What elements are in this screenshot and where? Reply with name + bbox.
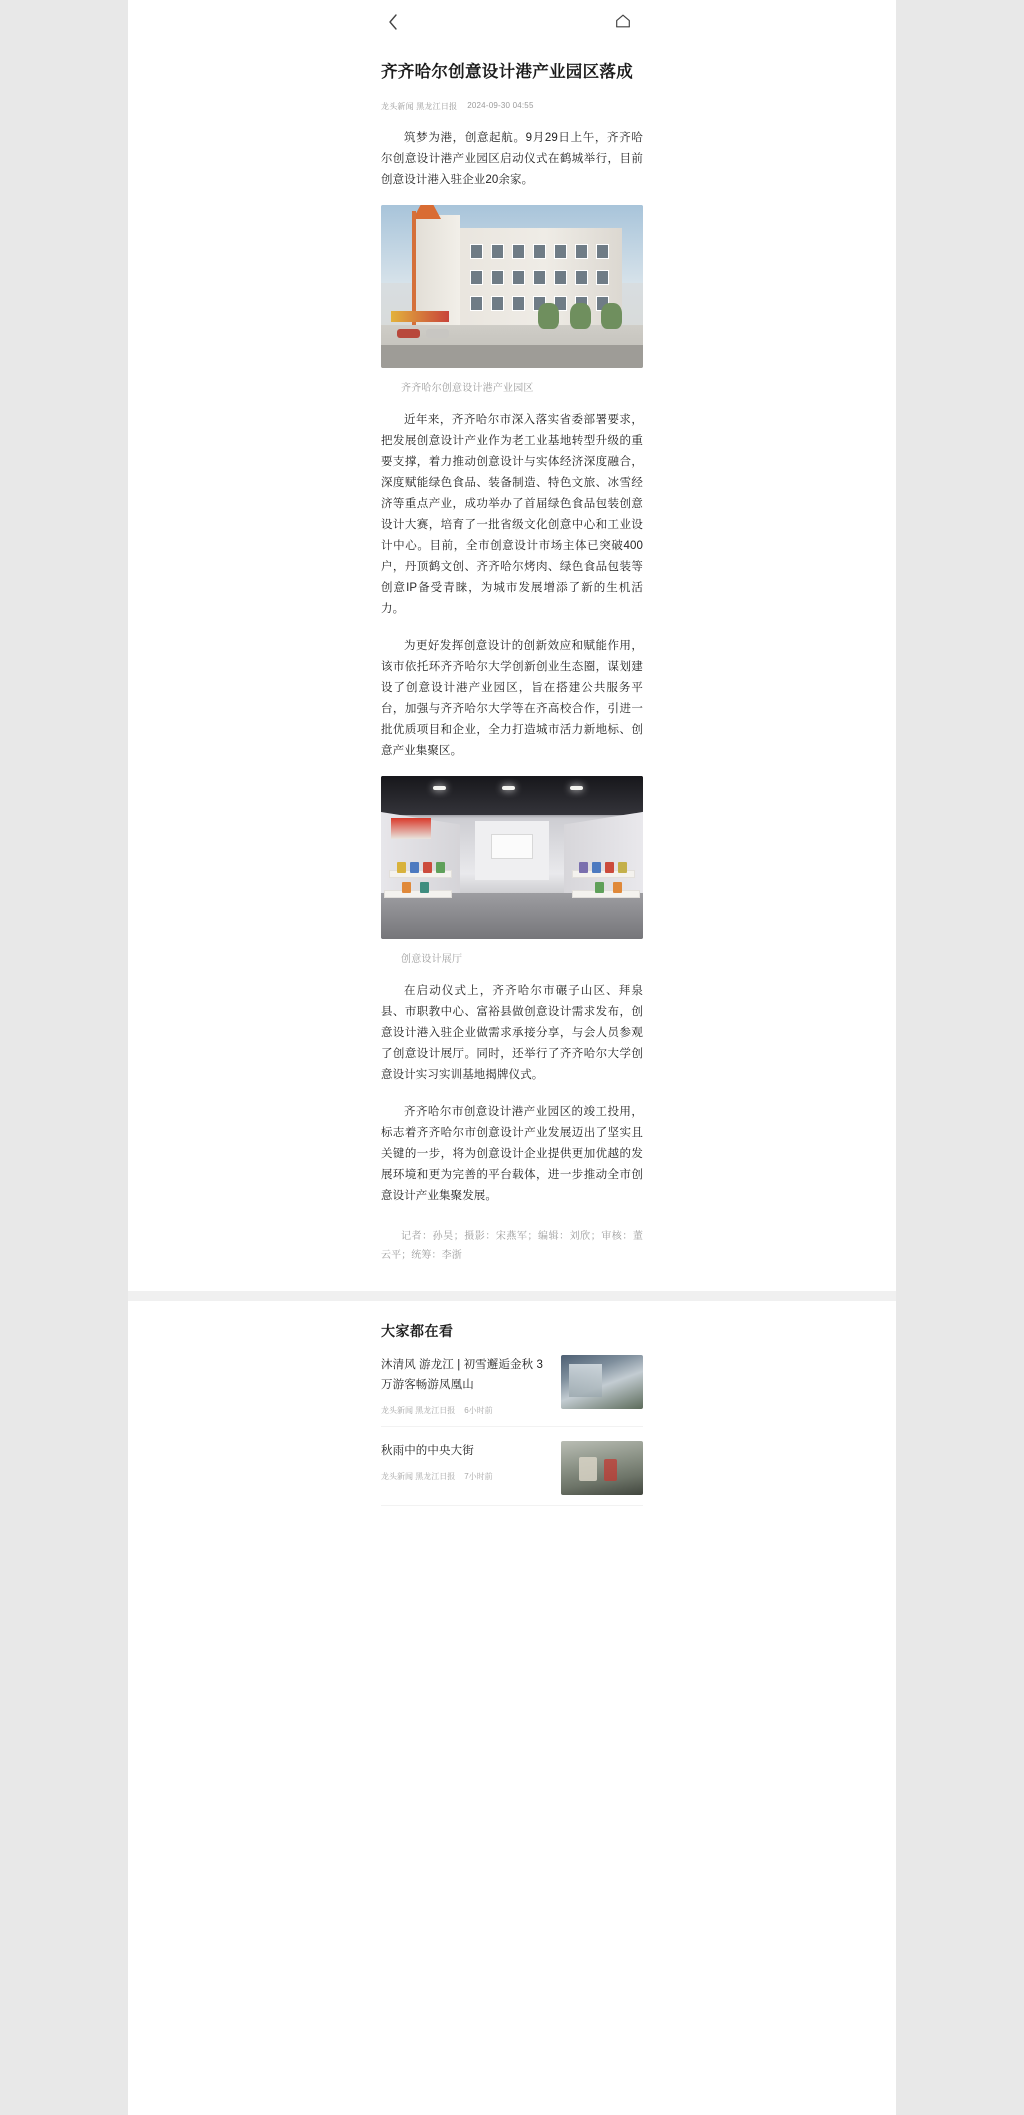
recommendations-section	[128, 1301, 896, 1506]
recommendation-thumbnail[interactable]	[561, 1441, 643, 1495]
article-credits: 记者：孙昊；摄影：宋燕军；编辑：刘欣；审核：董云平；统筹：李浙	[381, 1230, 643, 1261]
article-paragraph: 齐齐哈尔市创意设计港产业园区的竣工投用，标志着齐齐哈尔市创意设计产业发展迈出了坚实且关键的一步，将为创意设计企业提供更加优越的发展环境和更为完善的平台载体，进一步推动全市创意设计产业集聚发展。	[381, 1105, 643, 1202]
article-timestamp: 2024-09-30 04:55	[467, 100, 534, 110]
article-meta	[381, 101, 643, 112]
article-paragraph: 在启动仪式上，齐齐哈尔市碾子山区、拜泉县、市职教中心、富裕县做创意设计需求发布，创意设计港入驻企业做需求承接分享，与会人员参观了创意设计展厅。同时，还举行了齐齐哈尔大学创意设计实习实训基地揭牌仪式。	[381, 984, 643, 1081]
recommendation-meta	[381, 1471, 551, 1482]
page-title: 齐齐哈尔创意设计港产业园区落成	[381, 63, 633, 81]
home-button[interactable]	[608, 8, 638, 38]
recommendation-time: 7小时前	[464, 1471, 493, 1481]
article-paragraph: 筑梦为港，创意起航。9月29日上午，齐齐哈尔创意设计港产业园区启动仪式在鹤城举行，目前创意设计港入驻企业20余家。	[381, 131, 643, 186]
back-button[interactable]	[380, 8, 408, 36]
article-figure-1	[381, 205, 643, 394]
recommendation-source: 龙头新闻 黑龙江日报	[381, 1471, 456, 1481]
article-image-1	[381, 205, 643, 368]
list-item[interactable]	[381, 1427, 643, 1506]
home-icon	[614, 12, 632, 35]
recommendation-meta	[381, 1405, 551, 1416]
chevron-left-icon	[387, 12, 401, 32]
article-image-2	[381, 776, 643, 939]
article-paragraph: 近年来，齐齐哈尔市深入落实省委部署要求，把发展创意设计产业作为老工业基地转型升级的重要支撑，着力推动创意设计与实体经济深度融合，深度赋能绿色食品、装备制造、特色文旅、冰雪经济等重点产业，成功举办了首届绿色食品包装创意设计大赛，培育了一批省级文化创意中心和工业设计中心。目前，全市创意设计市场主体已突破400户，丹顶鹤文创、齐齐哈尔烤肉、绿色食品包装等创意IP备受青睐，为城市发展增添了新的生机活力。	[381, 413, 643, 615]
recommendation-title: 沐清风 游龙江 | 初雪邂逅金秋 3万游客畅游凤凰山	[381, 1358, 543, 1391]
figure-caption: 齐齐哈尔创意设计港产业园区	[401, 382, 534, 394]
article-source: 龙头新闻 黑龙江日报	[381, 101, 458, 111]
article-paragraph: 为更好发挥创意设计的创新效应和赋能作用，该市依托环齐齐哈尔大学创新创业生态圈，谋划建设了创意设计港产业园区，旨在搭建公共服务平台，加强与齐齐哈尔大学等在齐高校合作，引进一批优质项目和企业，全力打造城市活力新地标、创意产业集聚区。	[381, 639, 643, 757]
figure-caption: 创意设计展厅	[401, 953, 463, 965]
article-body	[128, 60, 896, 1265]
section-divider	[128, 1291, 896, 1301]
recommendation-thumbnail[interactable]	[561, 1355, 643, 1409]
article-figure-2	[381, 776, 643, 965]
article-page	[128, 0, 896, 2115]
recommendation-time: 6小时前	[464, 1405, 493, 1415]
top-navigation-bar	[128, 0, 896, 48]
recommendation-source: 龙头新闻 黑龙江日报	[381, 1405, 456, 1415]
list-item[interactable]	[381, 1341, 643, 1427]
recommendations-title: 大家都在看	[381, 1322, 454, 1339]
recommendation-title: 秋雨中的中央大街	[381, 1444, 474, 1457]
